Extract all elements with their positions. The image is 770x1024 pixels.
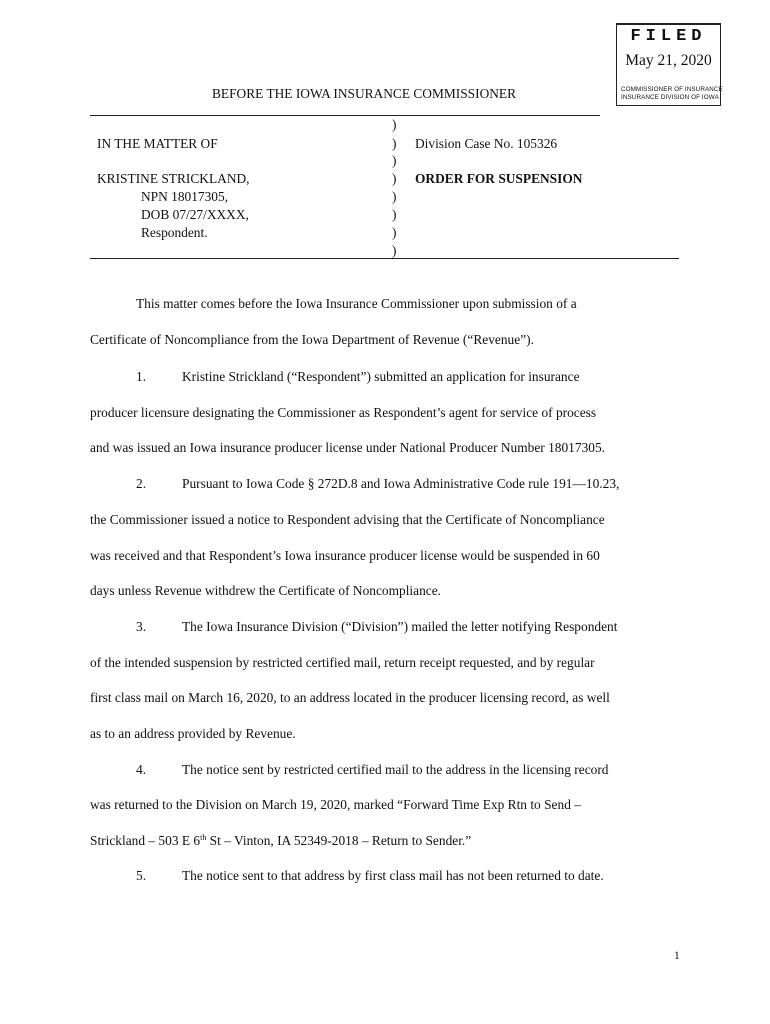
matter-label: IN THE MATTER OF: [97, 136, 218, 151]
page-number: 1: [674, 950, 680, 962]
address-text-start: Strickland – 503 E 6: [90, 833, 201, 848]
stamp-date: May 21, 2020: [625, 52, 712, 69]
paragraph-text: Pursuant to Iowa Code § 272D.8 and Iowa Administrative Code rule 191—10.23,: [182, 476, 620, 491]
paragraph-4-line-2: was returned to the Division on March 19, 2020, marked “Forward Time Exp Rtn to Send –: [90, 797, 581, 812]
caption-paren: ): [392, 153, 397, 168]
caption-paren: ): [392, 189, 397, 204]
caption-paren: ): [392, 171, 397, 186]
paragraph-text: The notice sent to that address by first class mail has not been returned to date.: [182, 868, 604, 883]
filed-stamp: [616, 23, 721, 106]
stamp-line-2: INSURANCE DIVISION OF IOWA: [621, 94, 719, 101]
caption-paren: ): [392, 243, 397, 258]
paragraph-1-line-3: and was issued an Iowa insurance producer license under National Producer Number 18017305.: [90, 440, 606, 455]
paragraph-2-line-4: days unless Revenue withdrew the Certificate of Noncompliance.: [90, 583, 442, 598]
caption-paren: ): [392, 136, 397, 151]
order-title: ORDER FOR SUSPENSION: [415, 171, 583, 186]
address-text-end: St – Vinton, IA 52349-2018 – Return to Sender.”: [206, 833, 472, 848]
paragraph-3-line-2: of the intended suspension by restricted certified mail, return receipt requested, and by regular: [90, 655, 595, 670]
paragraph-2-line-2: the Commissioner issued a notice to Respondent advising that the Certificate of Noncompliance: [90, 512, 605, 527]
caption-rule: [90, 258, 679, 259]
paragraph-number: 3.: [136, 619, 147, 634]
paragraph-3-line-4: as to an address provided by Revenue.: [90, 726, 296, 741]
paragraph-number: 2.: [136, 476, 147, 491]
heading-rule: [90, 115, 600, 116]
caption-paren: ): [392, 207, 397, 222]
paragraph-number: 1.: [136, 369, 147, 384]
paragraph-4-line-3: [90, 833, 690, 849]
paragraph-text: The notice sent by restricted certified mail to the address in the licensing record: [182, 762, 609, 777]
paragraph-number: 5.: [136, 868, 147, 883]
stamp-title: FILED: [630, 27, 707, 46]
respondent-npn: NPN 18017305,: [141, 189, 229, 204]
case-number: Division Case No. 105326: [415, 136, 558, 151]
page-heading: BEFORE THE IOWA INSURANCE COMMISSIONER: [212, 86, 517, 101]
paragraph-text: The Iowa Insurance Division (“Division”) mailed the letter notifying Respondent: [182, 619, 618, 634]
intro-line-2: Certificate of Noncompliance from the Iowa Department of Revenue (“Revenue”).: [90, 332, 534, 347]
intro-line-1: This matter comes before the Iowa Insurance Commissioner upon submission of a: [136, 296, 577, 311]
ordinal-suffix: th: [200, 833, 207, 842]
paragraph-1-line-2: producer licensure designating the Commissioner as Respondent’s agent for service of process: [90, 405, 597, 420]
paragraph-2-line-3: was received and that Respondent’s Iowa insurance producer license would be suspended in 60: [90, 548, 600, 563]
paragraph-number: 4.: [136, 762, 147, 777]
stamp-line-1: COMMISSIONER OF INSURANCE: [621, 86, 723, 93]
paragraph-text: Kristine Strickland (“Respondent”) submitted an application for insurance: [182, 369, 580, 384]
respondent-dob: DOB 07/27/XXXX,: [141, 207, 249, 222]
caption-paren: ): [392, 225, 397, 240]
respondent-role: Respondent.: [141, 225, 208, 240]
caption-paren: ): [392, 117, 397, 132]
paragraph-3-line-3: first class mail on March 16, 2020, to an address located in the producer licensing record, as well: [90, 690, 610, 705]
respondent-name: KRISTINE STRICKLAND,: [97, 171, 250, 186]
